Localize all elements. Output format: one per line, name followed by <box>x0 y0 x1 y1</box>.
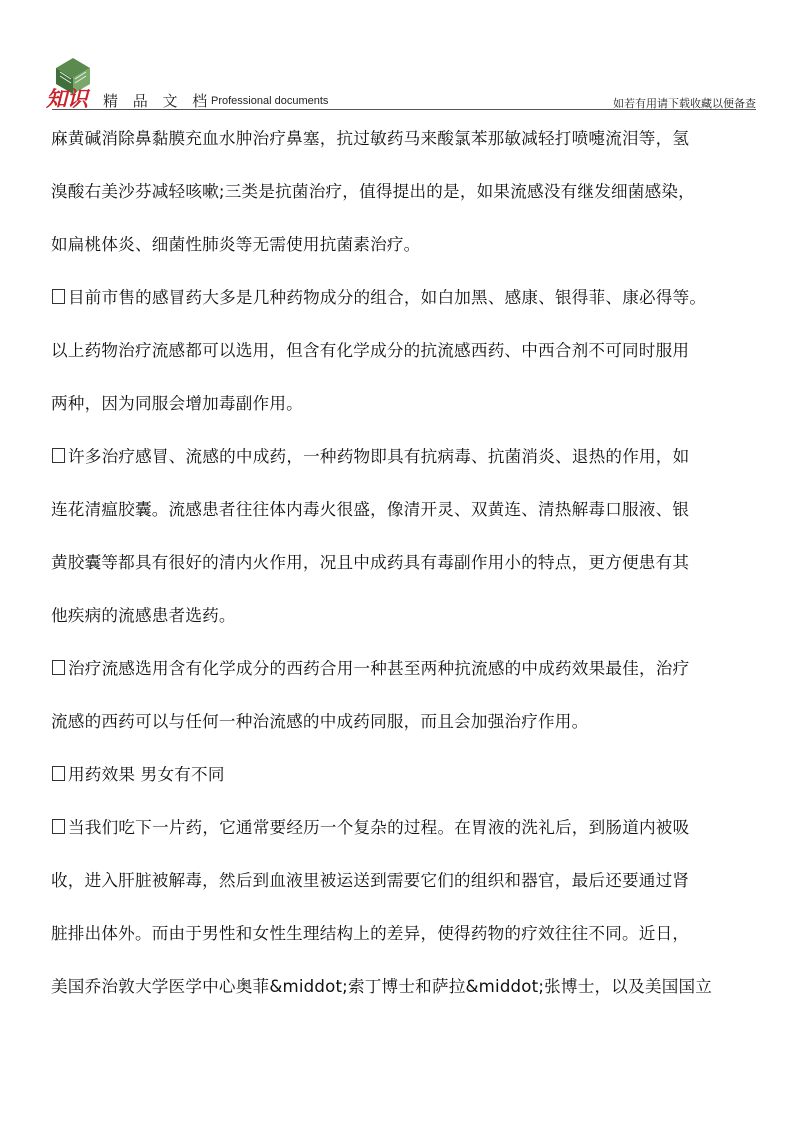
line-text: 脏排出体外。而由于男性和女性生理结构上的差异，使得药物的疗效往往不同。近日， <box>51 924 690 943</box>
line-text: 连花清瘟胶囊。流感患者往往体内毒火很盛，像清开灵、双黄连、清热解毒口服液、银 <box>51 500 690 519</box>
line-text: 收，进入肝脏被解毒，然后到血液里被运送到需要它们的组织和器官，最后还要通过肾 <box>51 871 690 890</box>
text-line <box>51 385 771 438</box>
line-text: 如扁桃体炎、细菌性肺炎等无需使用抗菌素治疗。 <box>51 235 421 254</box>
book-logo-icon <box>44 54 102 110</box>
line-text: 美国乔治敦大学医学中心奥菲&middot;索丁博士和萨拉&middot;张博士，以及美国国立 <box>51 977 713 996</box>
document-body <box>51 120 771 1021</box>
text-line <box>51 968 771 1021</box>
bullet-box-icon <box>52 660 65 675</box>
page-header <box>0 0 794 112</box>
text-line <box>51 279 771 332</box>
bullet-box-icon <box>52 289 65 304</box>
line-text: 溴酸右美沙芬减轻咳嗽;三类是抗菌治疗，值得提出的是，如果流感没有继发细菌感染， <box>51 182 695 201</box>
line-text: 他疾病的流感患者选药。 <box>51 606 236 625</box>
text-line <box>51 226 771 279</box>
line-text: 许多治疗感冒、流感的中成药，一种药物即具有抗病毒、抗菌消炎、退热的作用，如 <box>68 447 690 466</box>
line-text: 两种，因为同服会增加毒副作用。 <box>51 394 303 413</box>
text-line <box>51 544 771 597</box>
text-line <box>51 809 771 862</box>
bullet-box-icon <box>52 766 65 781</box>
line-text: 黄胶囊等都具有很好的清内火作用，况且中成药具有毒副作用小的特点，更方便患有其 <box>51 553 690 572</box>
line-text: 麻黄碱消除鼻黏膜充血水肿治疗鼻塞，抗过敏药马来酸氯苯那敏减轻打喷嚏流泪等，氢 <box>51 129 690 148</box>
header-title: 精 品 文 档 <box>103 92 213 110</box>
text-line <box>51 438 771 491</box>
bullet-box-icon <box>52 819 65 834</box>
line-text: 用药效果 男女有不同 <box>68 765 225 784</box>
header-right-note: 如若有用请下载收藏以便备查 <box>613 97 756 110</box>
line-text: 治疗流感选用含有化学成分的西药合用一种甚至两种抗流感的中成药效果最佳，治疗 <box>68 659 690 678</box>
text-line <box>51 703 771 756</box>
header-subtitle: Professional documents <box>211 95 329 107</box>
line-text: 流感的西药可以与任何一种治流感的中成药同服，而且会加强治疗作用。 <box>51 712 589 731</box>
text-line <box>51 915 771 968</box>
line-text: 目前市售的感冒药大多是几种药物成分的组合，如白加黑、感康、银得菲、康必得等。 <box>68 288 707 307</box>
text-line <box>51 491 771 544</box>
svg-text:知识: 知识 <box>46 86 88 110</box>
text-line <box>51 597 771 650</box>
text-line <box>51 120 771 173</box>
bullet-box-icon <box>52 448 65 463</box>
line-text: 当我们吃下一片药，它通常要经历一个复杂的过程。在胃液的洗礼后，到肠道内被吸 <box>68 818 690 837</box>
text-line <box>51 173 771 226</box>
text-line <box>51 332 771 385</box>
text-line <box>51 862 771 915</box>
header-divider <box>52 109 756 110</box>
text-line <box>51 756 771 809</box>
text-line <box>51 650 771 703</box>
line-text: 以上药物治疗流感都可以选用，但含有化学成分的抗流感西药、中西合剂不可同时服用 <box>51 341 690 360</box>
